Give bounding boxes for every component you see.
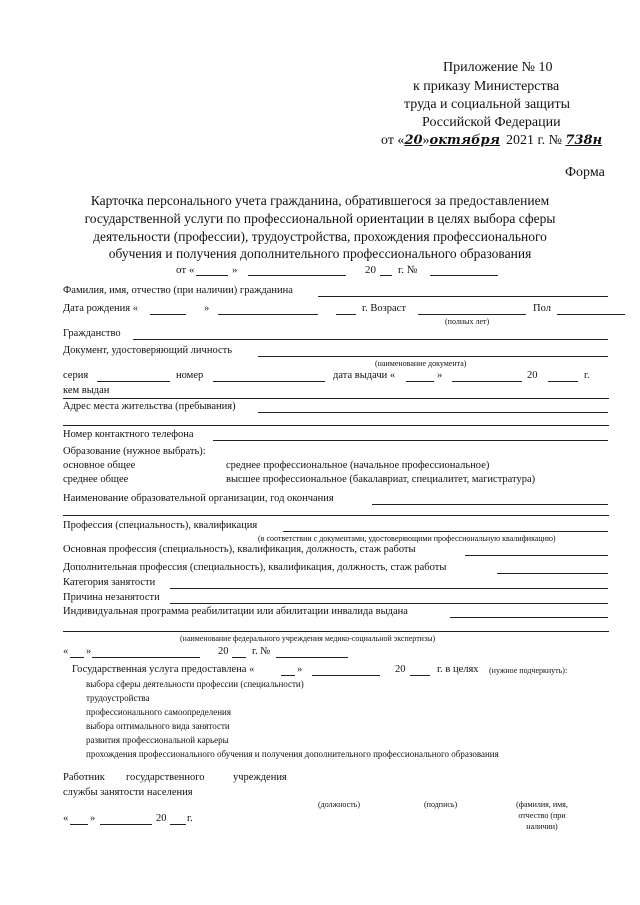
mse-date-close: »	[86, 646, 92, 657]
address-label: Адрес места жительства (пребывания)	[63, 401, 236, 412]
title-date-close: »	[232, 264, 238, 276]
signature-year-field[interactable]	[170, 824, 186, 825]
service-month-field[interactable]	[312, 675, 380, 676]
additional-profession-field[interactable]	[497, 573, 608, 574]
edu-secondary[interactable]: среднее общее	[63, 474, 129, 485]
phone-field[interactable]	[213, 440, 608, 441]
signature-g-label: г.	[187, 813, 193, 824]
appendix-order-number: 738н	[565, 133, 603, 148]
birth-date-label: Дата рождения «	[63, 303, 138, 314]
full-years-note: (полных лет)	[445, 317, 490, 326]
number-label: номер	[176, 370, 204, 381]
additional-profession-label: Дополнительная профессия (специальность), квалификация, должность, стаж работы	[63, 562, 447, 573]
service-date-close: »	[297, 664, 303, 675]
employment-category-field[interactable]	[170, 588, 608, 589]
education-label: Образование (нужное выбрать):	[63, 446, 206, 457]
issue-year-field[interactable]	[548, 381, 578, 382]
profession-field[interactable]	[283, 531, 608, 532]
title-day-blank[interactable]	[196, 275, 228, 276]
signature-note: (подпись)	[424, 800, 458, 809]
series-label: серия	[63, 370, 89, 381]
edu-vocational[interactable]: среднее профессиональное (начальное профессиональное)	[226, 460, 490, 471]
position-note: (должность)	[318, 800, 360, 809]
institution-field-2[interactable]	[63, 515, 609, 516]
appendix-date-prefix: от «	[381, 133, 405, 148]
goal-item[interactable]: прохождения профессионального обучения и получения дополнительного профессионального образования	[86, 749, 499, 759]
title-line1: Карточка персонального учета гражданина, обратившегося за предоставлением	[90, 193, 550, 208]
document-label: Документ, удостоверяющий личность	[63, 345, 232, 356]
signature-date-open: «	[63, 813, 69, 824]
title-year: 20	[365, 264, 376, 276]
issue-year-label: 20	[527, 370, 538, 381]
birth-day-field[interactable]	[150, 314, 186, 315]
unemployment-reason-label: Причина незанятости	[63, 592, 160, 603]
age-label: г. Возраст	[362, 303, 406, 314]
worker-line2: службы занятости населения	[63, 787, 193, 798]
issue-date-close: »	[437, 370, 443, 381]
issue-month-field[interactable]	[452, 381, 522, 382]
edu-higher[interactable]: высшее профессиональное (бакалавриат, специалитет, магистратура)	[226, 474, 536, 485]
appendix-date-day: 20	[404, 133, 423, 148]
signature-date-close: »	[90, 813, 96, 824]
mse-year-label: 20	[218, 646, 229, 657]
title-date-from: от «	[176, 264, 195, 276]
appendix-date-year: 2021 г. №	[505, 133, 562, 148]
edu-basic[interactable]: основное общее	[63, 460, 136, 471]
signature-day-field[interactable]	[70, 824, 88, 825]
title-line3: деятельности (профессии), трудоустройства, прохождения профессионального	[93, 229, 547, 244]
profession-note: (в соответствии с документами, удостоверяющими профессиональную квалификацию)	[258, 534, 556, 543]
service-year-field[interactable]	[410, 675, 430, 676]
issue-g-label: г.	[584, 370, 590, 381]
title-year-blank[interactable]	[380, 275, 392, 276]
citizenship-label: Гражданство	[63, 328, 121, 339]
title-year-suffix: г. №	[398, 264, 418, 276]
goal-item[interactable]: развития профессиональной карьеры	[86, 735, 229, 745]
document-name-note: (наименование документа)	[375, 359, 467, 368]
service-provided-label: Государственная услуга предоставлена «	[72, 664, 255, 675]
mse-date-open: «	[63, 646, 69, 657]
service-purpose-note: (нужное подчеркнуть):	[489, 666, 568, 675]
form-label: Форма	[565, 165, 605, 180]
goal-item[interactable]: выбора сферы деятельности профессии (специальности)	[86, 679, 304, 689]
fio-note-1: (фамилия, имя,	[516, 800, 568, 809]
series-field[interactable]	[97, 381, 170, 382]
citizenship-field[interactable]	[133, 339, 608, 340]
main-profession-field[interactable]	[465, 555, 608, 556]
birth-date-close: »	[204, 303, 210, 314]
issue-day-field[interactable]	[406, 381, 434, 382]
service-day-field[interactable]	[281, 675, 295, 676]
document-field[interactable]	[258, 356, 608, 357]
issued-by-label: кем выдан	[63, 385, 110, 396]
address-field[interactable]	[258, 412, 608, 413]
fio-note-3: наличии)	[526, 822, 558, 831]
issued-by-field[interactable]	[63, 398, 609, 399]
goal-item[interactable]: профессионального самоопределения	[86, 707, 232, 717]
appendix-date: от «20»октября 2021 г. № 738н	[381, 133, 603, 148]
signature-year-label: 20	[156, 813, 167, 824]
appendix-date-month: октября	[429, 133, 500, 148]
appendix-line2: к приказу Министерства	[413, 79, 560, 94]
service-year-label: 20	[395, 664, 406, 675]
mse-number-label: г. №	[252, 646, 271, 657]
appendix-line3: труда и социальной защиты	[404, 97, 570, 112]
goal-item[interactable]: выбора оптимального вида занятости	[86, 721, 230, 731]
institution-field[interactable]	[372, 504, 608, 505]
employment-category-label: Категория занятости	[63, 577, 156, 588]
address-field-2[interactable]	[63, 425, 609, 426]
institution-label: Наименование образовательной организации, год окончания	[63, 493, 334, 504]
title-month-blank[interactable]	[248, 275, 346, 276]
birth-month-field[interactable]	[218, 314, 318, 315]
appendix-line1: Приложение № 10	[443, 60, 553, 75]
title-line4: обучения и получения дополнительного профессионального образования	[108, 246, 532, 261]
rehab-program-field[interactable]	[450, 617, 608, 618]
appendix-line4: Российской Федерации	[422, 115, 561, 130]
mse-month-field[interactable]	[92, 657, 200, 658]
goal-item[interactable]: трудоустройства	[86, 693, 150, 703]
unemployment-reason-field[interactable]	[170, 603, 608, 604]
signature-month-field[interactable]	[100, 824, 152, 825]
mse-number-field[interactable]	[276, 657, 348, 658]
sex-field[interactable]	[557, 314, 625, 315]
profession-label: Профессия (специальность), квалификация	[63, 520, 258, 531]
fio-note-2: отчество (при	[518, 811, 566, 820]
issue-date-label: дата выдачи «	[333, 370, 396, 381]
service-purpose-label: г. в целях	[437, 664, 479, 675]
phone-label: Номер контактного телефона	[63, 429, 194, 440]
mse-year-field[interactable]	[232, 657, 246, 658]
worker-word3: учреждения	[233, 772, 287, 783]
title-number-blank[interactable]	[430, 275, 498, 276]
fio-label: Фамилия, имя, отчество (при наличии) гражданина	[63, 285, 293, 296]
main-profession-label: Основная профессия (специальность), квалификация, должность, стаж работы	[63, 544, 416, 555]
mse-day-field[interactable]	[70, 657, 84, 658]
worker-word2: государственного	[126, 772, 205, 783]
age-field[interactable]	[418, 314, 526, 315]
worker-word1: Работник	[63, 772, 105, 783]
title-line2: государственной услуги по профессиональной ориентации в целях выбора сферы	[84, 211, 556, 226]
mse-name-note: (наименование федерального учреждения медико-социальной экспертизы)	[180, 634, 436, 643]
fio-field[interactable]	[318, 296, 608, 297]
number-field[interactable]	[213, 381, 325, 382]
rehab-program-label: Индивидуальная программа реабилитации или абилитации инвалида выдана	[63, 606, 408, 617]
sex-label: Пол	[533, 303, 551, 314]
birth-year-field[interactable]	[336, 314, 356, 315]
mse-name-field[interactable]	[63, 631, 609, 632]
